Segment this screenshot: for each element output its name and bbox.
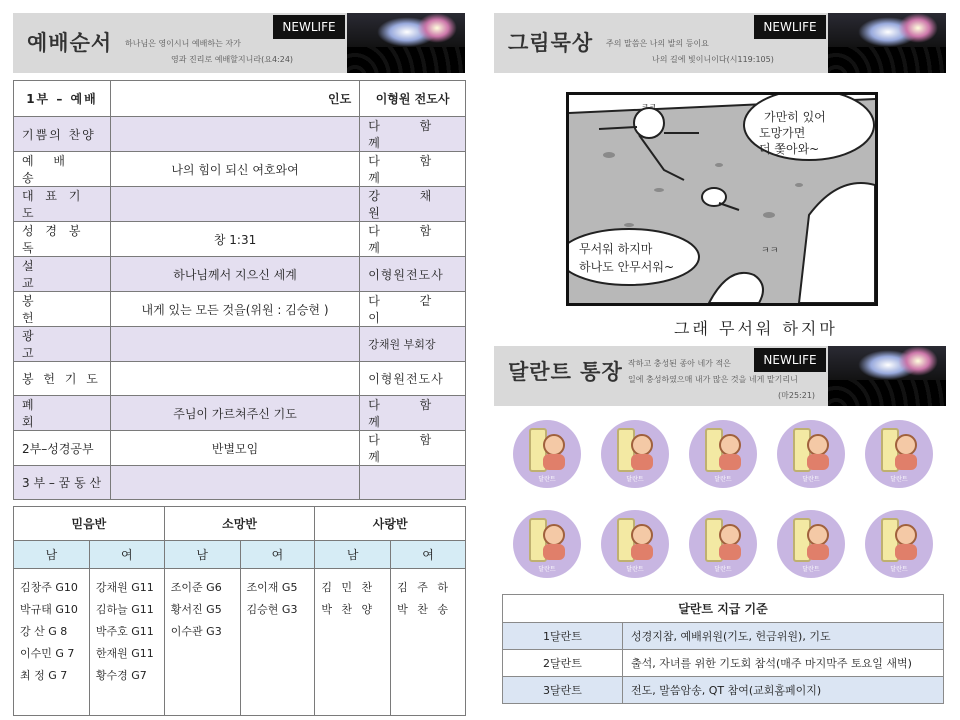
names-row bbox=[14, 569, 466, 716]
row-person: 이형원전도사 bbox=[360, 257, 466, 292]
meditation-verse-line2: 나의 길에 빛이니이다(시119:105) bbox=[652, 55, 774, 64]
worship-row bbox=[14, 362, 466, 396]
talent-sticker: 달란트 bbox=[865, 420, 933, 488]
male-label: 남 bbox=[315, 541, 391, 569]
row-person: 강 채 원 bbox=[368, 189, 450, 220]
talent-sticker: 달란트 bbox=[601, 510, 669, 578]
student-name: 김 주 하 bbox=[397, 581, 451, 594]
talent-title: 달란트 통장 bbox=[508, 360, 623, 384]
worship-row bbox=[14, 222, 466, 257]
row-content bbox=[110, 117, 359, 152]
newlife-tag: NEWLIFE bbox=[754, 15, 826, 39]
row-item: 봉 헌 bbox=[14, 292, 111, 327]
group-love: 사랑반 bbox=[315, 507, 466, 541]
talent-criteria-table bbox=[502, 594, 944, 704]
student-name: 최 정 G 7 bbox=[20, 669, 68, 682]
worship-order-table bbox=[13, 80, 466, 500]
student-name: 김하늘 G11 bbox=[95, 603, 154, 616]
student-name: 조이재 G5 bbox=[246, 581, 298, 594]
group-faith: 믿음반 bbox=[14, 507, 165, 541]
class-roster-table bbox=[13, 506, 466, 716]
row-person: 다 함 께 bbox=[368, 224, 450, 255]
worship-row bbox=[14, 327, 466, 362]
worship-header-row bbox=[14, 81, 466, 117]
worship-row bbox=[14, 187, 466, 222]
row-item: 성 경 봉 독 bbox=[14, 222, 111, 257]
criteria-title-row bbox=[503, 595, 944, 623]
comic-caption: 그래 무서워 하지마 bbox=[674, 319, 838, 338]
worship-title: 예배순서 bbox=[27, 31, 113, 55]
worship-header bbox=[13, 13, 465, 73]
criteria-desc: 출석, 자녀를 위한 기도회 참석(매주 마지막주 토요일 새벽) bbox=[623, 650, 944, 677]
role-label: 인도 bbox=[110, 81, 359, 117]
criteria-level: 2달란트 bbox=[503, 650, 623, 677]
female-label: 여 bbox=[89, 541, 164, 569]
talent-sticker: 달란트 bbox=[865, 510, 933, 578]
criteria-row bbox=[503, 650, 944, 677]
row-item: 기쁨의 찬양 bbox=[14, 117, 111, 152]
row-item: 광 고 bbox=[14, 327, 111, 362]
bubble2-line1: 무서워 하지마 bbox=[579, 242, 653, 256]
male-label: 남 bbox=[164, 541, 240, 569]
worship-concert-photo bbox=[347, 13, 465, 73]
row-person: 다 함 께 bbox=[368, 119, 450, 150]
love-female-list bbox=[391, 569, 466, 716]
worship-verse-line2: 영과 진리로 예배할지니라(요4:24) bbox=[171, 55, 294, 64]
talent-sticker: 달란트 bbox=[601, 420, 669, 488]
criteria-desc: 전도, 말씀암송, QT 참여(교회홈페이지) bbox=[623, 677, 944, 704]
row-content: 내게 있는 모든 것을(위원 : 김승현 ) bbox=[110, 292, 359, 327]
meditation-verse-line1: 주의 말씀은 나의 발의 등이요 bbox=[606, 39, 709, 48]
row-person bbox=[360, 466, 466, 500]
row-person: 다 함 께 bbox=[368, 433, 450, 464]
love-male-list bbox=[315, 569, 391, 716]
row-content: 창 1:31 bbox=[110, 222, 359, 257]
worship-row bbox=[14, 152, 466, 187]
row-content bbox=[110, 327, 359, 362]
worship-row bbox=[14, 117, 466, 152]
row-content: 나의 힘이 되신 여호와여 bbox=[110, 152, 359, 187]
row-item: 봉 헌 기 도 bbox=[14, 362, 111, 396]
student-name: 이수민 G 7 bbox=[20, 647, 75, 660]
row-person: 이형원전도사 bbox=[360, 362, 466, 396]
talent-sticker: 달란트 bbox=[777, 510, 845, 578]
meditation-header bbox=[494, 13, 946, 73]
row-content: 주님이 가르쳐주신 기도 bbox=[110, 396, 359, 431]
talent-header bbox=[494, 346, 946, 406]
row-item: 3 부 – 꿈 동 산 bbox=[14, 466, 111, 500]
female-label: 여 bbox=[391, 541, 466, 569]
row-content bbox=[110, 466, 359, 500]
worship-row bbox=[14, 396, 466, 431]
criteria-desc: 성경지참, 예배위원(기도, 헌금위원), 기도 bbox=[623, 623, 944, 650]
meditation-concert-photo bbox=[828, 13, 946, 73]
student-name: 김 민 찬 bbox=[321, 581, 376, 594]
student-name: 김창주 G10 bbox=[20, 581, 78, 594]
talent-sticker: 달란트 bbox=[513, 510, 581, 578]
criteria-row bbox=[503, 677, 944, 704]
talent-concert-photo bbox=[828, 346, 946, 406]
class-group-row bbox=[14, 507, 466, 541]
hope-male-list bbox=[164, 569, 240, 716]
row-item: 폐 회 bbox=[14, 396, 111, 431]
criteria-row bbox=[503, 623, 944, 650]
row-item: 예 배 송 bbox=[14, 152, 111, 187]
talent-verse-ref: (마25:21) bbox=[778, 391, 816, 400]
student-name: 이수관 G3 bbox=[170, 625, 222, 638]
row-item: 2부–성경공부 bbox=[14, 431, 111, 466]
student-name: 박 찬 송 bbox=[397, 603, 451, 616]
meditation-title: 그림묵상 bbox=[508, 31, 594, 55]
row-person: 다 같 이 bbox=[368, 294, 450, 325]
student-name: 박주호 G11 bbox=[95, 625, 154, 638]
talent-verse-line1: 작하고 충성된 종아 네가 적은 bbox=[628, 359, 731, 368]
row-content bbox=[110, 187, 359, 222]
faith-female-list bbox=[89, 569, 164, 716]
student-name: 김승현 G3 bbox=[246, 603, 298, 616]
student-name: 황수경 G7 bbox=[95, 669, 147, 682]
bubble1-line1: 가만히 있어 bbox=[764, 110, 826, 124]
worship-row bbox=[14, 431, 466, 466]
criteria-level: 3달란트 bbox=[503, 677, 623, 704]
row-content: 반별모임 bbox=[110, 431, 359, 466]
row-person: 다 함 께 bbox=[368, 398, 450, 429]
student-name: 강 산 G 8 bbox=[20, 625, 68, 638]
row-content: 하나님께서 지으신 세계 bbox=[110, 257, 359, 292]
talent-sticker: 달란트 bbox=[689, 420, 757, 488]
student-name: 강채원 G11 bbox=[95, 581, 154, 594]
student-name: 한재원 G11 bbox=[95, 647, 154, 660]
comic-sfx-top: ㅋㅋ bbox=[641, 102, 657, 111]
worship-row bbox=[14, 466, 466, 500]
bubble1-line2: 도망가면 bbox=[759, 126, 806, 140]
comic-sfx-bottom: ㅋㅋ bbox=[761, 246, 779, 256]
newlife-tag: NEWLIFE bbox=[754, 348, 826, 372]
student-name: 박규태 G10 bbox=[20, 603, 78, 616]
student-name: 조이준 G6 bbox=[170, 581, 222, 594]
comic-panel bbox=[566, 92, 878, 306]
criteria-title: 달란트 지급 기준 bbox=[503, 595, 944, 623]
row-content bbox=[110, 362, 359, 396]
part-label: 1부 – 예배 bbox=[14, 81, 111, 117]
male-label: 남 bbox=[14, 541, 90, 569]
row-person: 강채원 부회장 bbox=[360, 327, 466, 362]
row-person: 다 함 께 bbox=[368, 154, 450, 185]
gender-row bbox=[14, 541, 466, 569]
row-item: 대 표 기 도 bbox=[14, 187, 111, 222]
row-item: 설 교 bbox=[14, 257, 111, 292]
talent-sticker: 달란트 bbox=[513, 420, 581, 488]
leader-label: 이형원 전도사 bbox=[360, 81, 466, 117]
talent-sticker: 달란트 bbox=[689, 510, 757, 578]
worship-verse-line1: 하나님은 영이시니 예배하는 자가 bbox=[125, 39, 241, 48]
worship-row bbox=[14, 292, 466, 327]
comic-illustration bbox=[569, 95, 875, 303]
female-label: 여 bbox=[240, 541, 315, 569]
bubble1-line3: 더 쫓아와~ bbox=[759, 142, 820, 156]
criteria-level: 1달란트 bbox=[503, 623, 623, 650]
student-name: 황서진 G5 bbox=[170, 603, 222, 616]
faith-male-list bbox=[14, 569, 90, 716]
worship-row bbox=[14, 257, 466, 292]
bubble2-line2: 하나도 안무서워~ bbox=[579, 260, 675, 274]
hope-female-list bbox=[240, 569, 315, 716]
group-hope: 소망반 bbox=[164, 507, 315, 541]
newlife-tag: NEWLIFE bbox=[273, 15, 345, 39]
talent-sticker: 달란트 bbox=[777, 420, 845, 488]
talent-verse-line2: 일에 충성하였으매 내가 많은 것을 네게 맡기리니 bbox=[628, 375, 798, 384]
student-name: 박 찬 양 bbox=[321, 603, 376, 616]
